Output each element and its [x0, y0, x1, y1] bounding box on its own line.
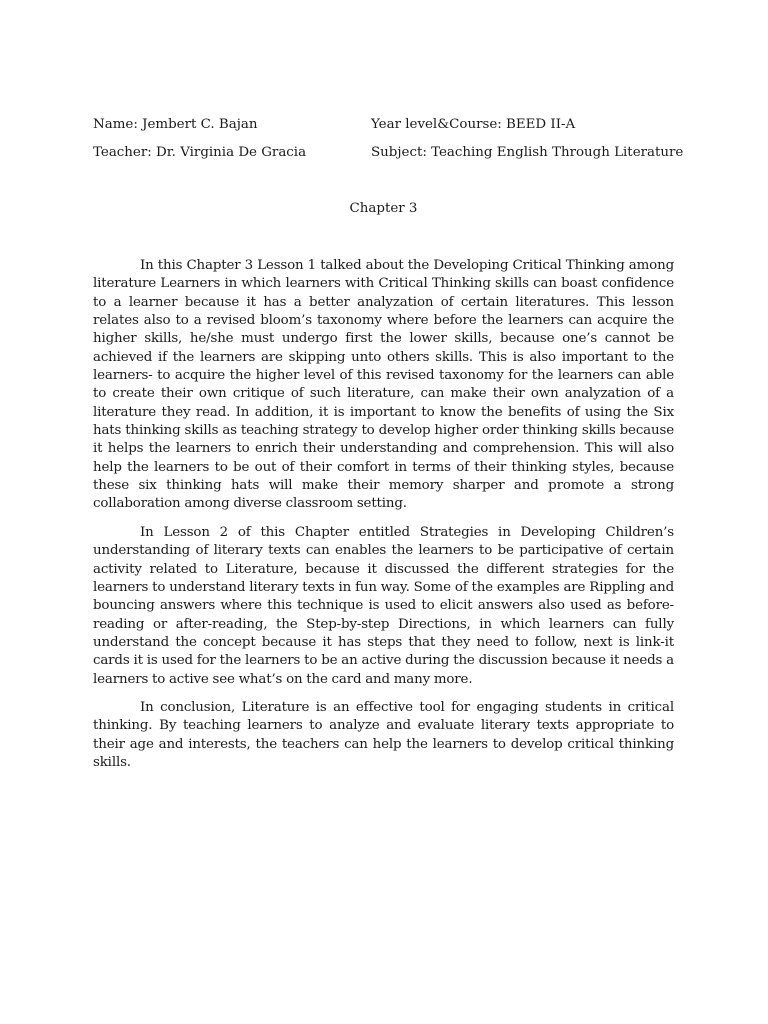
student-name: Name: Jembert C. Bajan — [93, 117, 258, 132]
subject: Subject: Teaching English Through Literature — [371, 145, 684, 160]
paragraph-lesson-1: In this Chapter 3 Lesson 1 talked about the Developing Critical Thinking among literature Learners in which learners with Critical Thinking skills can boast confidence to a learner because it has a better analyzation of certain literatures. This lesson relates also to a revised bloom’s taxonomy where before the learners can acquire the higher skills, he/she must undergo first the lower skills, because one’s cannot be achieved if the learners are skipping unto others skills. This is also important to the learners- to acquire the higher level of this revised taxonomy for the learners can able to create their own critique of such literature, can make their own analyzation of a literature they read. In addition, it is important to know the benefits of using the Six hats thinking skills as teaching strategy to develop higher order thinking skills because it helps the learners to enrich their understanding and comprehension. This will also help the learners to be out of their comfort in terms of their thinking styles, because these six thinking hats will make their memory sharper and promote a strong collaboration among diverse classroom setting. — [93, 258, 674, 512]
paragraph-lesson-2: In Lesson 2 of this Chapter entitled Strategies in Developing Children’s understanding of literary texts can enables the learners to be participative of certain activity related to Literature, because it discussed the different strategies for the learners to understand literary texts in fun way. Some of the examples are Rippling and bouncing answers where this technique is used to elicit answers also used as before-reading or after-reading, the Step-by-step Directions, in which learners can fully understand the concept because it has steps that they need to follow, next is link-it cards it is used for the learners to be an active during the discussion because it needs a learners to active see what’s on the card and many more. — [93, 524, 674, 687]
paragraph-conclusion: In conclusion, Literature is an effective tool for engaging students in critical thinking. By teaching learners to analyze and evaluate literary texts appropriate to their age and interests, the teachers can help the learners to develop critical thinking skills. — [93, 699, 674, 770]
year-course: Year level&Course: BEED II-A — [371, 117, 576, 132]
chapter-title: Chapter 3 — [349, 201, 418, 216]
body-text — [93, 257, 674, 782]
teacher-name: Teacher: Dr. Virginia De Gracia — [93, 145, 307, 160]
